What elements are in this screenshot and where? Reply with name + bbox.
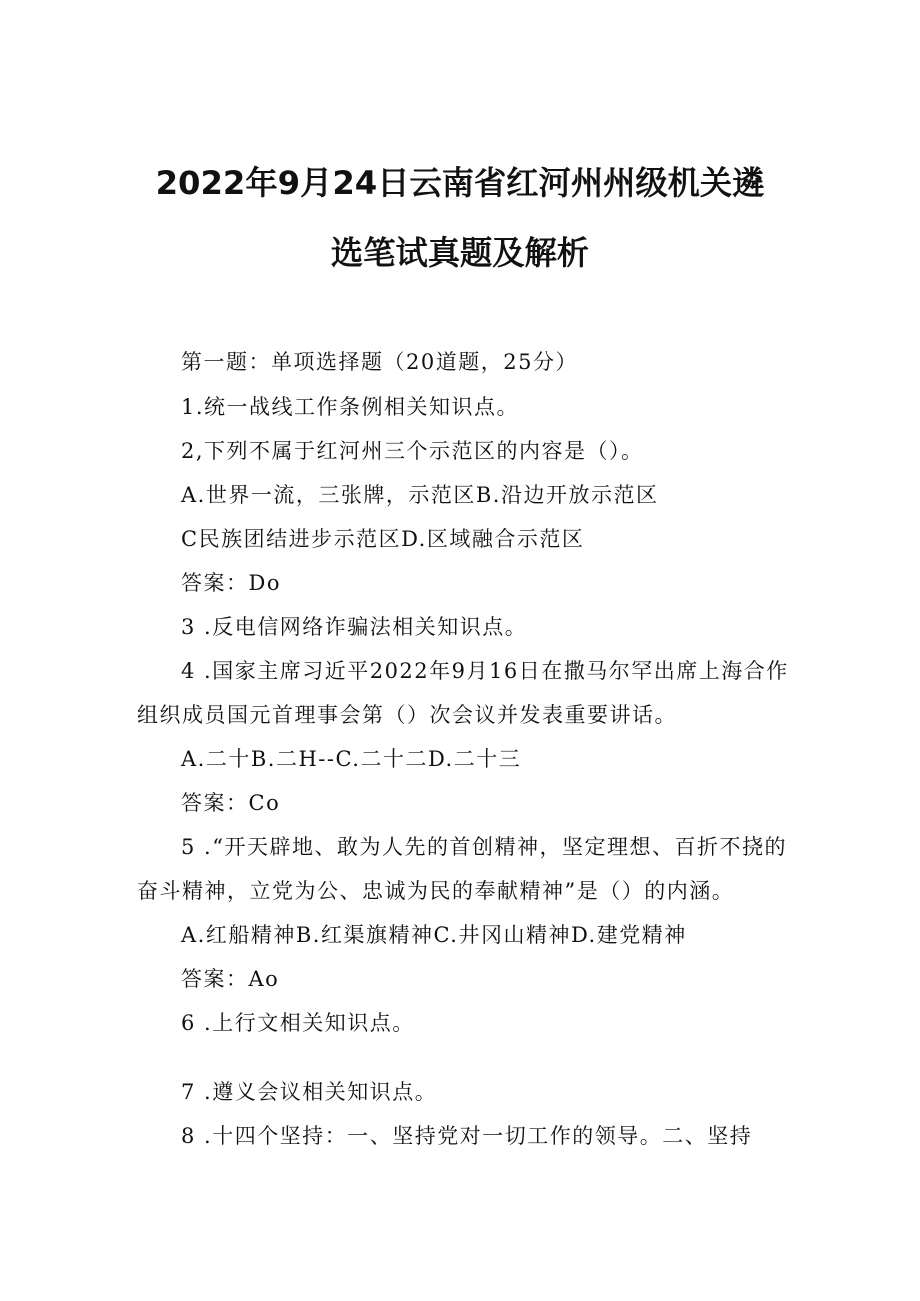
question-4: 4 .国家主席习近平2022年9月16日在撒马尔罕出席上海合作 (181, 659, 789, 683)
question-6: 6 .上行文相关知识点。 (181, 1011, 415, 1035)
question-8: 8 .十四个坚持：一、坚持党对一切工作的领导。二、坚持 (181, 1124, 753, 1148)
question-2-options-cd: C民族团结进步示范区D.区域融合示范区 (181, 527, 585, 551)
question-7: 7 .遵义会议相关知识点。 (181, 1080, 438, 1104)
question-4-options: A.二十B.二H--C.二十二D.二十三 (181, 747, 522, 771)
question-2-answer: 答案：Do (181, 571, 281, 595)
question-2: 2,下列不属于红河州三个示范区的内容是（）。 (181, 439, 644, 463)
question-4-continued: 组织成员国元首理事会第（）次会议并发表重要讲话。 (137, 703, 677, 727)
question-1: 1.统一战线工作条例相关知识点。 (181, 395, 520, 419)
question-5: 5 .“开天辟地、敢为人先的首创精神，坚定理想、百折不挠的 (181, 835, 787, 859)
question-4-answer: 答案：Co (181, 791, 281, 815)
document-title-line-1: 2022年9月24日云南省红河州州级机关遴 (155, 164, 765, 202)
question-3: 3 .反电信网络诈骗法相关知识点。 (181, 615, 528, 639)
question-5-answer: 答案：Ao (181, 967, 280, 991)
question-5-options: A.红船精神B.红渠旗精神C.井冈山精神D.建党精神 (181, 923, 687, 947)
question-2-options-ab: A.世界一流，三张牌，示范区B.沿边开放示范区 (181, 483, 659, 507)
question-5-continued: 奋斗精神，立党为公、忠诚为民的奉献精神”是（）的内涵。 (137, 879, 735, 903)
section-heading: 第一题：单项选择题（20道题，25分） (181, 350, 578, 374)
document-title-line-2: 选笔试真题及解析 (330, 234, 590, 272)
